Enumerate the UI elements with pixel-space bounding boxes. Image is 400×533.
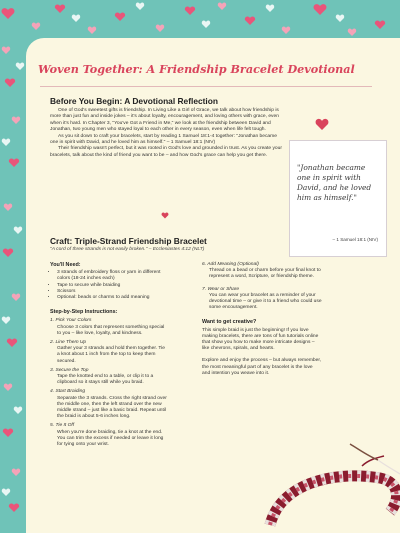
- creative-paragraph-2: Explore and enjoy the process – but always remember, the most meaningful part of any bracelet is the love and intention you weave into it.: [202, 358, 322, 376]
- step-item: [50, 368, 168, 387]
- step-title: 4. Start Braiding: [50, 389, 86, 395]
- supply-item: • 3 strands of embroidery floss or yarn in different colors (18-24 inches each): [57, 270, 168, 282]
- devotional-heading: Before You Begin: A Devotional Reflection: [50, 96, 218, 106]
- step-item: [50, 389, 168, 420]
- step-body: When you're done braiding, tie a knot at the end. You can trim the excess if needed or leave it long for tying onto your wrist.: [57, 429, 164, 448]
- devotional-paragraph-3: Their friendship wasn't perfect, but it was rooted in God's love and grounded in trust. As you create your bracelets, talk about the kind of friend you want to be – and how God's grace can help you get there.: [50, 146, 282, 158]
- step-title: 3. Secure the Top: [50, 367, 89, 373]
- title-divider: [40, 86, 372, 87]
- quote-text: "Jonathan became one in spirit with David, and he loved him as himself.": [297, 163, 372, 202]
- supply-item: • Scissors: [57, 289, 168, 295]
- step-title: 7. Wear or Share: [202, 286, 240, 292]
- supplies-list: [50, 270, 168, 301]
- craft-verse: "A cord of three strands is not easily broken." – Ecclesiastes 4:12 (NLT): [50, 247, 205, 252]
- step-body: Thread on a bead or charm before your final knot to represent a word, Scripture, or friendship theme.: [209, 268, 321, 280]
- step-item: [50, 340, 168, 365]
- step-body: Choose 3 colors that represent something special to you – like love, loyalty, and kindness.: [57, 324, 165, 336]
- left-column: [50, 262, 168, 448]
- right-column: [202, 262, 322, 377]
- step-body: Gather your 3 strands and hold them together. Tie a knot about 1 inch from the top to keep them secured.: [57, 346, 165, 364]
- page-title: Woven Together: A Friendship Bracelet Devotional: [38, 62, 355, 76]
- step-item: [50, 423, 168, 448]
- supply-item: • Tape to secure while braiding: [57, 283, 168, 289]
- step-title: 2. Line Them Up: [50, 340, 87, 346]
- creative-heading: Want to get creative?: [202, 319, 257, 326]
- step-body: You can wear your bracelet as a reminder of your devotional time – or give it to a friend who could use some encouragement.: [209, 292, 322, 311]
- step-item: [202, 287, 322, 312]
- devotional-paragraph-2: As you sit down to craft your bracelets, start by reading 1 Samuel 18:1-4 together: "Jonathan became one in spirit with David, and he loved him as himself." – 1 Samuel 18:1 (NIV): [50, 133, 277, 146]
- devotional-paragraph-1: One of God's sweetest gifts is friendship. In Living Like a Girl of Grace, we talk about how friendship is more than just fun and inside jokes – it's about loyalty, encouragement, and loving others with grace, even when it's hard. In Chapter 3, "You've Got a Friend in Me," we look at the friendship between David and Jonathan, two young men who stayed loyal to each other in every season, even when life felt tough.: [50, 108, 279, 133]
- step-item: [50, 318, 168, 337]
- steps-heading: Step-by-Step Instructions:: [50, 309, 118, 316]
- creative-paragraph-1: This simple braid is just the beginning! If you love making bracelets, there are tons of fun tutorials online that show you how to make more intricate designs – like chevrons, spirals, and hearts.: [202, 327, 319, 352]
- step-body: Separate the 3 strands. Cross the right strand over the middle one, then the left strand over the new middle strand – just like a basic braid. Repeat until the braid is about 5-6 inches long.: [57, 395, 167, 420]
- scripture-quote-box: [289, 140, 387, 257]
- quote-reference: – 1 Samuel 18:1 (NIV): [332, 237, 378, 242]
- step-title: 5. Tie It Off: [50, 423, 75, 429]
- step-title: 1. Pick Your Colors: [50, 318, 92, 324]
- heart-divider-icon: [161, 212, 169, 219]
- step-body: Tape the knotted end to a table, or clip it to a clipboard so it stays still while you braid.: [57, 374, 154, 386]
- step-item: [202, 262, 322, 281]
- craft-heading: Craft: Triple-Strand Friendship Bracelet: [50, 236, 207, 246]
- friendship-bracelet-image: [250, 430, 400, 533]
- heart-icon: [315, 118, 329, 131]
- step-title: 6. Add Meaning (Optional): [202, 262, 259, 267]
- devotional-text: [50, 108, 284, 159]
- supply-item: • Optional: beads or charms to add meaning: [57, 295, 168, 301]
- supplies-heading: You'll Need:: [50, 262, 81, 268]
